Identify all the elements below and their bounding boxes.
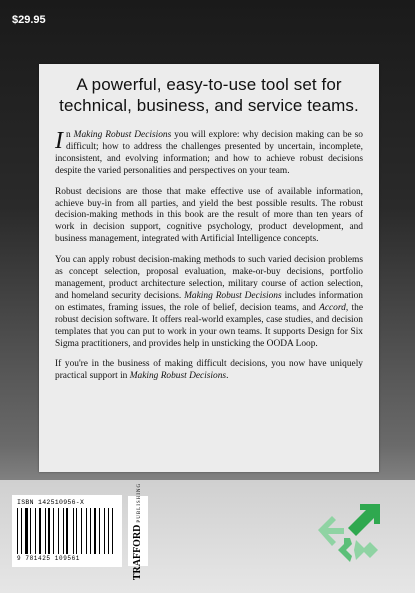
- paragraph-4-a: If you're in the business of making difficult decisions, you now have uniquely practical support in: [55, 359, 363, 382]
- publisher-name-main: TRAFFORD: [132, 524, 144, 580]
- barcode-bar: [47, 508, 48, 554]
- price-label: $29.95: [12, 14, 46, 26]
- logo-arrow-bottom-left: [338, 538, 352, 562]
- barcode-bar: [76, 508, 77, 554]
- barcode-bar: [58, 508, 59, 554]
- barcode-bar: [81, 508, 82, 554]
- barcode-bar: [39, 508, 42, 554]
- barcode-bar: [90, 508, 92, 554]
- barcode-bar: [53, 508, 54, 554]
- barcode-bar: [37, 508, 38, 554]
- paragraph-4-b: .: [226, 371, 229, 382]
- barcode-bar: [51, 508, 52, 554]
- barcode-bar: [23, 508, 24, 554]
- barcode-bar: [30, 508, 31, 554]
- book-title-ref: Making Robust Decisions: [73, 130, 172, 140]
- isbn-barcode: [12, 495, 122, 567]
- barcode-bar: [99, 508, 100, 554]
- paragraph-3-c: , the robust decision software. It offers real-world examples, case studies, and decision templates that you can put to work in your own teams. It supports Design for Six Sigma practitioners, and provides help in unsticking the OODA Loop.: [55, 302, 363, 349]
- barcode-bar: [55, 508, 58, 554]
- paragraph-3: [55, 255, 363, 350]
- isbn-text: ISBN 142510956-X: [17, 499, 85, 506]
- barcode-bar: [69, 508, 72, 554]
- barcode-bar: [94, 508, 96, 554]
- barcode-bar: [65, 508, 66, 554]
- barcode-bar: [92, 508, 93, 554]
- paragraph-1-pre: n: [66, 130, 74, 140]
- paragraph-4: [55, 359, 363, 383]
- logo-arrow-bottom-right: [354, 540, 378, 560]
- barcode-bar: [83, 508, 86, 554]
- barcode-bar: [42, 508, 44, 554]
- logo-arrow-top-right: [348, 504, 380, 536]
- accord-software-ref: Accord: [319, 302, 346, 313]
- barcode-bar: [32, 508, 34, 554]
- barcode-bar: [63, 508, 64, 554]
- barcode-bar: [48, 508, 50, 554]
- publisher-name: [133, 482, 144, 579]
- paragraph-1: [55, 130, 363, 178]
- barcode-bar: [60, 508, 62, 554]
- barcode-bar: [29, 508, 30, 554]
- barcode-bar: [35, 508, 36, 554]
- publisher-logo: [128, 482, 148, 580]
- barcode-bar: [106, 508, 107, 554]
- barcode-bar: [66, 508, 68, 554]
- headline: A powerful, easy-to-use tool set for technical, business, and service teams.: [59, 75, 359, 115]
- blurb-body: [55, 130, 363, 383]
- barcode-bar: [86, 508, 87, 554]
- barcode-bar: [17, 508, 18, 554]
- barcode-bar: [88, 508, 89, 554]
- arrows-logo-icon: [314, 500, 388, 566]
- barcode-bar: [73, 508, 74, 554]
- barcode-bar: [110, 508, 111, 554]
- book-title-ref: Making Robust Decisions: [184, 290, 282, 301]
- barcode-bar: [114, 508, 116, 554]
- barcode-bar: [25, 508, 28, 554]
- barcode-bar: [97, 508, 98, 554]
- publisher-name-sub: PUBLISHING: [137, 482, 143, 523]
- book-title-ref: Making Robust Decisions: [129, 371, 227, 382]
- paragraph-1-post: you will explore: why decision making can be so difficult; how to address the challenges presented by uncertain, incomplete, inconsistent, and evolving information; and how to achieve robust decisions despite the varied personalities and perspectives on your team.: [55, 130, 363, 176]
- logo-arrow-top-left: [318, 516, 344, 546]
- barcode-bar: [104, 508, 105, 554]
- paragraph-3-b: includes information on estimates, framing issues, the role of belief, decision teams, and: [55, 290, 363, 313]
- paragraph-2: Robust decisions are those that make effective use of available information, achieve buy-in from all parties, and yield the best possible results. The robust decision-making methods in this book are the result of more than ten years of work in decision support, cognitive psychology, product development, and business management, integrated with Artificial Intelligence concepts.: [55, 186, 363, 245]
- barcode-bar: [45, 508, 46, 554]
- barcode-bar: [101, 508, 104, 554]
- paragraph-3-a: You can apply robust decision-making methods to such varied decision problems as concept selection, proposal evaluation, make-or-buy decisions, portfolio management, product architecture selection, military course of action selection, and homeland security decisions.: [55, 255, 363, 301]
- barcode-bars: [17, 508, 117, 554]
- barcode-bar: [21, 508, 23, 554]
- barcode-bar: [108, 508, 110, 554]
- barcode-bar: [78, 508, 80, 554]
- barcode-bar: [19, 508, 20, 554]
- back-cover-text-panel: [39, 64, 379, 472]
- barcode-bar: [74, 508, 75, 554]
- barcode-digits: 9 781425 109561: [17, 555, 81, 562]
- drop-cap: I: [55, 128, 63, 154]
- barcode-bar: [112, 508, 113, 554]
